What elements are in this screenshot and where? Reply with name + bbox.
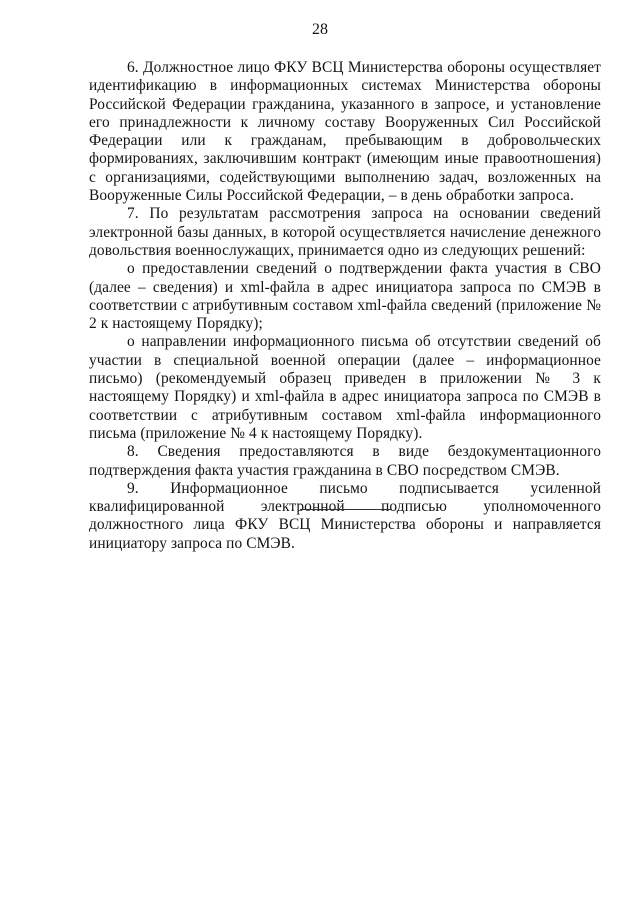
- paragraph-9: 9. Информационное письмо подписывается усиленной квалифицированной электронной подписью уполномоченного должностного лица ФКУ ВСЦ Министерства обороны и направляется инициатору запроса по СМЭВ.: [89, 479, 601, 552]
- document-body: [89, 59, 601, 553]
- paragraph-7: 7. По результатам рассмотрения запроса на основании сведений электронной базы данных, в которой осуществляется начисление денежного довольствия военнослужащих, принимается одно из следующих решений:: [89, 205, 601, 259]
- paragraph-7-option-2: о направлении информационного письма об отсутствии сведений об участии в специальной военной операции (далее – информационное письмо) (рекомендуемый образец приведен в приложении № 3 к настоящему Порядку) и xml-файла в адрес инициатора запроса по СМЭВ в соответствии с атрибутивным составом xml-файла информационного письма (приложение № 4 к настоящему Порядку).: [89, 333, 601, 442]
- end-divider-line: [300, 509, 392, 510]
- paragraph-7-option-1: о предоставлении сведений о подтверждении факта участия в СВО (далее – сведения) и xml-файла в адрес инициатора запроса по СМЭВ в соответствии с атрибутивным составом xml-файла сведений (приложение № 2 к настоящему Порядку);: [89, 260, 601, 333]
- paragraph-8: 8. Сведения предоставляются в виде бездокументационного подтверждения факта участия гражданина в СВО посредством СМЭВ.: [89, 443, 601, 479]
- paragraph-6: 6. Должностное лицо ФКУ ВСЦ Министерства обороны осуществляет идентификацию в информационных системах Министерства обороны Российской Федерации гражданина, указанного в запросе, и установление его принадлежности к личному составу Вооруженных Сил Российской Федерации или к гражданам, пребывающим в добровольческих формированиях, заключившим контракт (имеющим иные правоотношения) с организациями, содействующими выполнению задач, возложенных на Вооруженные Силы Российской Федерации, – в день обработки запроса.: [89, 59, 601, 205]
- page-number: 28: [312, 21, 328, 38]
